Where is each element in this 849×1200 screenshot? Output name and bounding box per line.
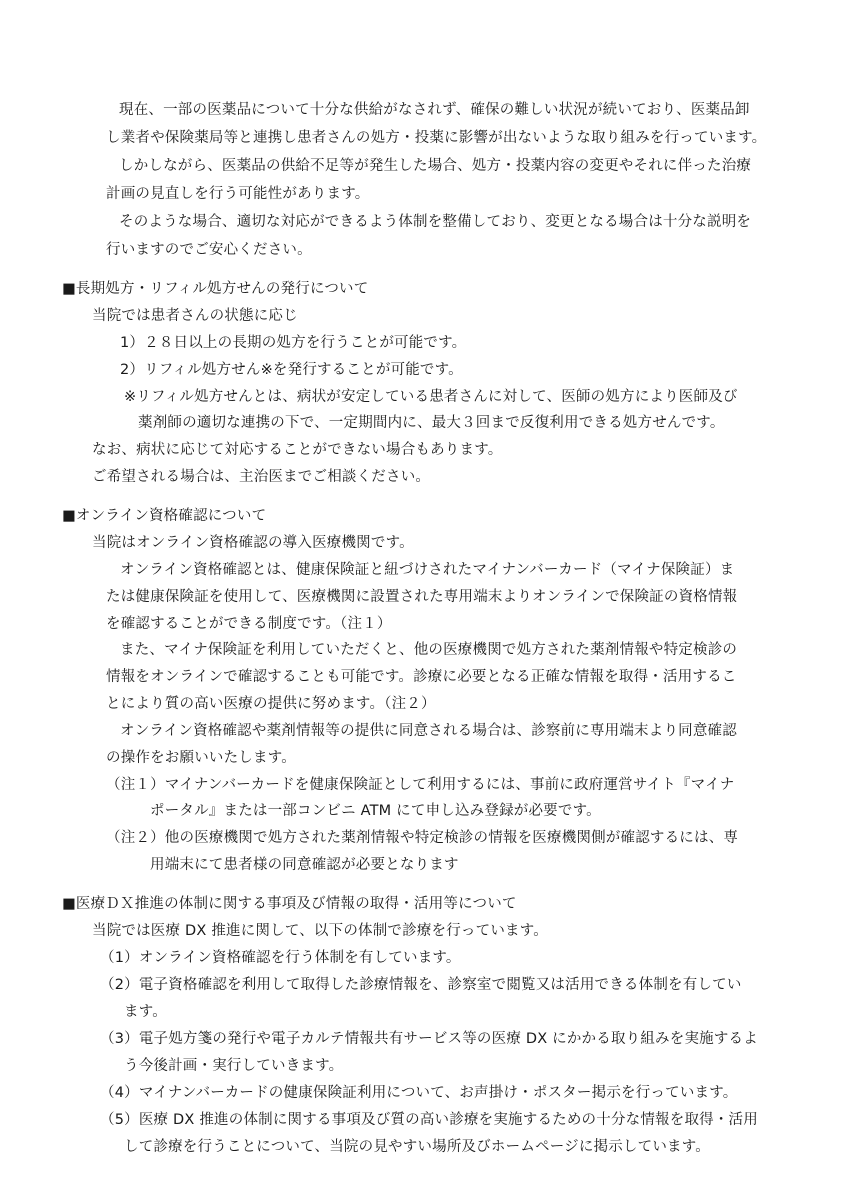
dx-item: （4）マイナンバーカードの健康保険証利用について、お声掛け・ポスター掲示を行っています。 bbox=[100, 1085, 738, 1101]
online-line: オンライン資格確認や薬剤情報等の提供に同意される場合は、診察前に専用端末より同意確認 bbox=[120, 723, 737, 739]
dx-item: （2）電子資格確認を利用して取得した診療情報を、診察室で閲覧又は活用できる体制を有してい bbox=[100, 977, 742, 993]
intro-line: そのような場合、適切な対応ができるよう体制を整備しており、変更となる場合は十分な説明を bbox=[119, 214, 752, 230]
online-note: 用端末にて患者様の同意確認が必要となります bbox=[150, 857, 459, 873]
refill-note: ※リフィル処方せんとは、病状が安定している患者さんに対して、医師の処方により医師及び bbox=[124, 389, 738, 405]
online-line: を確認することができる制度です。（注１） bbox=[106, 616, 392, 632]
intro-line: 計画の見直しを行う可能性があります。 bbox=[106, 186, 370, 202]
section-heading-refill: ■長期処方・リフィル処方せんの発行について bbox=[62, 281, 369, 297]
dx-item: う今後計画・実行していきます。 bbox=[124, 1058, 344, 1074]
online-line: 情報をオンラインで確認することも可能です。診療に必要となる正確な情報を取得・活用するこ bbox=[106, 669, 737, 685]
online-line: の操作をお願いいたします。 bbox=[106, 750, 296, 766]
online-line: また、マイナ保険証を利用していただくと、他の医療機関で処方された薬剤情報や特定検診の bbox=[120, 642, 738, 658]
online-note: （注２）他の医療機関で処方された薬剤情報や特定検診の情報を医療機関側が確認するには、専 bbox=[106, 830, 739, 846]
refill-note: 薬剤師の適切な連携の下で、一定期間内に、最大３回まで反復利用できる処方せんです。 bbox=[138, 415, 725, 431]
dx-item: して診療を行うことについて、当院の見やすい場所及びホームページに掲示しています。 bbox=[124, 1139, 710, 1155]
dx-item: ます。 bbox=[124, 1004, 167, 1020]
refill-line: なお、病状に応じて対応することができない場合もあります。 bbox=[92, 442, 503, 458]
refill-line: 当院では患者さんの状態に応じ bbox=[92, 308, 298, 324]
section-heading-dx: ■医療ＤＸ推進の体制に関する事項及び情報の取得・活用等について bbox=[62, 896, 517, 912]
refill-line: ご希望される場合は、主治医までご相談ください。 bbox=[92, 469, 431, 485]
dx-item: （3）電子処方箋の発行や電子カルテ情報共有サービス等の医療 DX にかかる取り組みを実施するよ bbox=[100, 1031, 758, 1047]
dx-item: （5）医療 DX 推進の体制に関する事項及び質の高い診療を実施するための十分な情報を取得・活用 bbox=[100, 1112, 758, 1128]
intro-line: 行いますのでご安心ください。 bbox=[106, 242, 312, 258]
online-line: とにより質の高い医療の提供に努めます。（注２） bbox=[106, 696, 436, 712]
intro-line: しかしながら、医薬品の供給不足等が発生した場合、処方・投薬内容の変更やそれに伴った治療 bbox=[119, 158, 752, 174]
online-note: （注１）マイナンバーカードを健康保険証として利用するには、事前に政府運営サイト『マイナ bbox=[106, 777, 735, 793]
refill-item: 1）２８日以上の長期の処方を行うことが可能です。 bbox=[120, 335, 467, 351]
online-line: 当院はオンライン資格確認の導入医療機関です。 bbox=[92, 535, 414, 551]
dx-item: （1）オンライン資格確認を行う体制を有しています。 bbox=[100, 950, 461, 966]
dx-line: 当院では医療 DX 推進に関して、以下の体制で診療を行っています。 bbox=[92, 923, 548, 939]
online-line: オンライン資格確認とは、健康保険証と紐づけされたマイナンバーカード（マイナ保険証）ま bbox=[120, 562, 735, 578]
intro-line: し業者や保険薬局等と連携し患者さんの処方・投薬に影響が出ないような取り組みを行っています。 bbox=[106, 130, 767, 146]
online-line: たは健康保険証を使用して、医療機関に設置された専用端末よりオンラインで保険証の資格情報 bbox=[106, 589, 738, 605]
online-note: ポータル』または一部コンビニ ATM にて申し込み登録が必要です。 bbox=[150, 803, 601, 819]
refill-item: 2）リフィル処方せん※を発行することが可能です。 bbox=[120, 362, 463, 378]
section-heading-online: ■オンライン資格確認について bbox=[62, 508, 267, 524]
intro-line: 現在、一部の医薬品について十分な供給がなされず、確保の難しい状況が続いており、医薬品卸 bbox=[119, 102, 750, 118]
